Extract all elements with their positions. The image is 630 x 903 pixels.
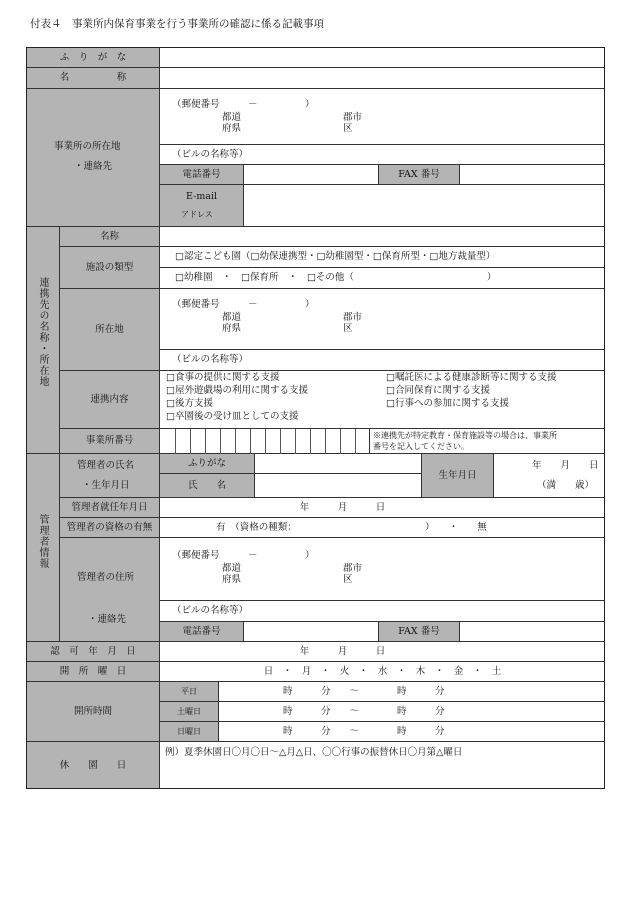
- partner-side-text: 連携先の名称・所在地: [37, 277, 48, 387]
- age-value: （満 歳）: [537, 480, 595, 491]
- manager-tel-label: 電話番号: [160, 622, 244, 642]
- manager-fax-input[interactable]: [460, 622, 605, 642]
- weekday-hours-value: 時 分 ～ 時 分: [283, 686, 445, 697]
- partner-city-bottom: 区: [343, 323, 353, 334]
- saturday-label: 土曜日: [160, 702, 219, 722]
- holidays-label: 休 園 日: [27, 742, 160, 789]
- email-label-line2: アドレス: [181, 210, 213, 219]
- authorization-date-input[interactable]: [160, 642, 605, 662]
- furigana-input[interactable]: [160, 48, 605, 68]
- appointment-date-input[interactable]: [160, 498, 605, 518]
- facility-email-label: [160, 185, 244, 227]
- facility-address-label-line2: ・連絡先: [74, 161, 113, 172]
- partner-content-options[interactable]: [160, 371, 605, 429]
- hours-label: 開所時間: [27, 682, 160, 742]
- sunday-hours-value: 時 分 ～ 時 分: [283, 726, 445, 737]
- support-graduation[interactable]: □卒園後の受け皿としての支援: [166, 411, 299, 422]
- saturday-hours-input[interactable]: [219, 702, 605, 722]
- partner-address-label: 所在地: [60, 289, 160, 371]
- manager-furigana-input[interactable]: [255, 454, 422, 474]
- manager-address-label: [60, 538, 160, 642]
- manager-city-top: 郡市: [343, 563, 363, 574]
- weekday-label: 平日: [160, 682, 219, 702]
- facility-name-input[interactable]: [160, 68, 605, 89]
- email-label-line1: E-mail: [186, 191, 218, 202]
- holidays-input[interactable]: [160, 742, 605, 789]
- manager-furigana-label: ふりがな: [160, 454, 255, 474]
- facility-type-label: 施設の類型: [60, 247, 160, 289]
- partner-postal-label: （郵便番号 － ）: [172, 299, 315, 310]
- manager-address-input[interactable]: [160, 538, 605, 601]
- manager-tel-input[interactable]: [244, 622, 379, 642]
- partner-building-input[interactable]: [160, 350, 605, 371]
- support-health-check[interactable]: □嘱託医による健康診断等に関する支援: [386, 372, 557, 383]
- appointment-date-value: 年 月 日: [299, 501, 386, 513]
- manager-prefecture-top: 都道: [222, 563, 242, 574]
- birth-date-value: 年 月 日: [532, 460, 599, 471]
- furigana-label: ふ り が な: [27, 48, 160, 68]
- open-days-input[interactable]: [160, 662, 605, 682]
- support-playground[interactable]: □屋外遊戯場の利用に関する支援: [166, 385, 308, 396]
- facility-email-input[interactable]: [244, 185, 605, 227]
- sunday-hours-input[interactable]: [219, 722, 605, 742]
- saturday-hours-value: 時 分 ～ 時 分: [283, 706, 445, 717]
- partner-name-label: 名称: [60, 227, 160, 247]
- manager-address-label-line1: 管理者の住所: [77, 572, 135, 583]
- facility-fax-label: FAX 番号: [379, 165, 460, 185]
- support-events[interactable]: □行事への参加に関する支援: [386, 398, 509, 409]
- partner-building-label: （ビルの名称等）: [172, 354, 249, 365]
- manager-name-label-line1: 管理者の氏名: [77, 460, 135, 471]
- birth-date-label: 生年月日: [422, 454, 494, 498]
- city-label-bottom: 区: [343, 123, 353, 134]
- manager-shimei-label: 氏 名: [160, 474, 255, 498]
- manager-address-label-line2: ・連絡先: [88, 614, 127, 625]
- manager-building-label: （ビルの名称等）: [172, 605, 249, 616]
- facility-address-input[interactable]: [160, 89, 605, 145]
- partner-prefecture-bottom: 府県: [222, 323, 242, 334]
- qualification-input[interactable]: [160, 518, 605, 538]
- note-line1: ※連携先が特定教育・保育施設等の場合は、事業所: [373, 431, 557, 440]
- business-number-input[interactable]: [160, 429, 370, 454]
- facility-building-input[interactable]: [160, 145, 605, 165]
- manager-prefecture-bottom: 府県: [222, 574, 242, 585]
- partner-prefecture-top: 都道: [222, 312, 242, 323]
- facility-type-row1[interactable]: [160, 247, 605, 268]
- facility-name-label: 名 称: [27, 68, 160, 89]
- manager-building-input[interactable]: [160, 601, 605, 622]
- sunday-label: 日曜日: [160, 722, 219, 742]
- open-days-value: 日 ・ 月 ・ 火 ・ 水 ・ 木 ・ 金 ・ 土: [263, 665, 502, 677]
- prefecture-label-bottom: 府県: [222, 123, 242, 134]
- qualification-value: 有 （資格の種類： ） ・ 無: [216, 522, 487, 533]
- facility-tel-label: 電話番号: [160, 165, 244, 185]
- support-joint-care[interactable]: □合同保育に関する支援: [386, 385, 490, 396]
- facility-address-label: [27, 89, 160, 227]
- manager-side-label: [27, 454, 60, 642]
- support-backup[interactable]: □後方支援: [166, 398, 213, 409]
- form-table: [26, 47, 605, 789]
- manager-fax-label: FAX 番号: [379, 622, 460, 642]
- support-meal[interactable]: □食事の提供に関する支援: [166, 372, 280, 383]
- weekday-hours-input[interactable]: [219, 682, 605, 702]
- postal-code-label: （郵便番号 － ）: [172, 99, 315, 110]
- business-number-label: 事業所番号: [60, 429, 160, 454]
- qualification-label: 管理者の資格の有無: [60, 518, 160, 538]
- partner-name-input[interactable]: [160, 227, 605, 247]
- appointment-date-label: 管理者就任年月日: [60, 498, 160, 518]
- facility-type-options-2: □幼稚園 ・ □保育所 ・ □その他（ ）: [175, 272, 497, 283]
- prefecture-label-top: 都道: [222, 112, 242, 123]
- facility-tel-input[interactable]: [244, 165, 379, 185]
- open-days-label: 開 所 曜 日: [27, 662, 160, 682]
- partner-city-top: 郡市: [343, 312, 363, 323]
- authorization-date-label: 認 可 年 月 日: [27, 642, 160, 662]
- manager-name-label: [60, 454, 160, 498]
- manager-name-label-line2: ・生年月日: [82, 480, 130, 491]
- facility-type-options-1: □認定こども園（□幼保連携型・□幼稚園型・□保育所型・□地方裁量型）: [175, 251, 496, 262]
- partner-content-label: 連携内容: [60, 371, 160, 429]
- document-title: 付表４ 事業所内保育事業を行う事業所の確認に係る記載事項: [30, 18, 324, 30]
- note-line2: 番号を記入してください。: [373, 442, 469, 451]
- holidays-example: 例）夏季休園日〇月〇日～△月△日、〇〇行事の振替休日〇月第△曜日: [165, 747, 463, 758]
- partner-side-label: [27, 227, 60, 454]
- authorization-date-value: 年 月 日: [299, 645, 386, 657]
- manager-side-text: 管理者情報: [37, 514, 48, 569]
- facility-fax-input[interactable]: [460, 165, 605, 185]
- building-name-label: （ビルの名称等）: [172, 149, 249, 160]
- partner-address-input[interactable]: [160, 289, 605, 350]
- facility-type-row2[interactable]: [160, 268, 605, 289]
- business-number-note: [370, 429, 605, 454]
- manager-name-input[interactable]: [255, 474, 422, 498]
- manager-postal-label: （郵便番号 － ）: [172, 550, 315, 561]
- manager-city-bottom: 区: [343, 574, 353, 585]
- city-label-top: 郡市: [343, 112, 363, 123]
- facility-address-label-line1: 事業所の所在地: [54, 141, 121, 152]
- birth-date-input[interactable]: [494, 454, 605, 498]
